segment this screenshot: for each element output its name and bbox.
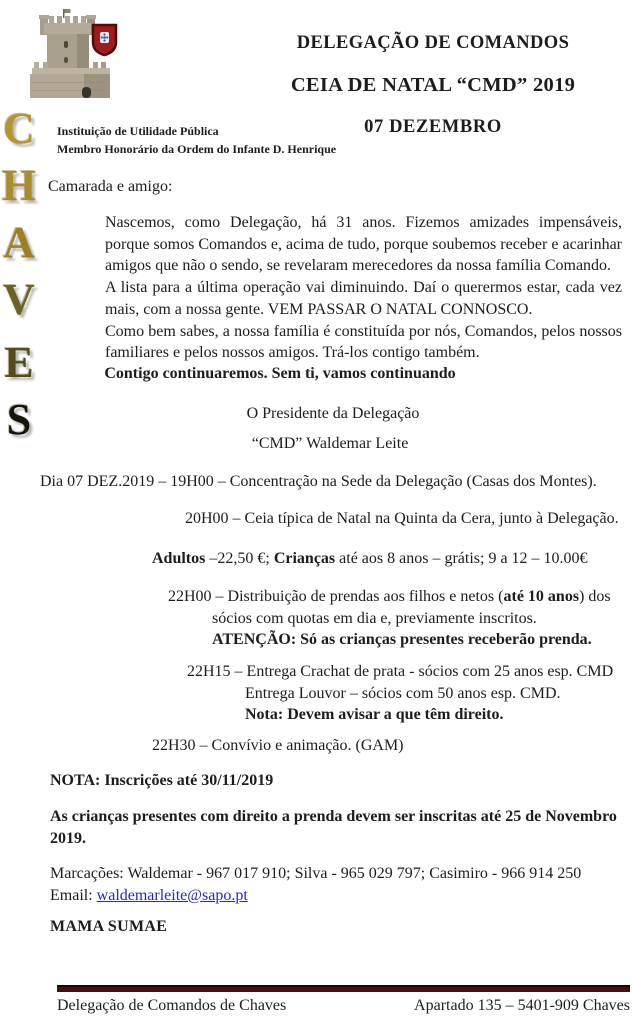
gifts-line1-bold: até 10 anos: [503, 588, 580, 605]
children-deadline-note: As crianças presentes com direito a prenda devem ser inscritas até 25 de Novembro 2019.: [50, 808, 617, 847]
schedule-pricing: [152, 548, 588, 570]
letter-s: S: [6, 394, 32, 444]
letter-a: A: [3, 217, 35, 267]
chaves-vertical-wordmark: [0, 100, 38, 448]
schedule-awards: [187, 661, 613, 726]
adults-label: Adultos: [152, 550, 206, 567]
event-title: CEIA DE NATAL “CMD” 2019: [290, 74, 576, 96]
signature-name: “CMD” Waldemar Leite: [251, 435, 409, 452]
salutation: Camarada e amigo:: [48, 178, 173, 195]
adults-price: –22,50 €;: [205, 550, 274, 567]
registration-note: NOTA: Inscrições até 30/11/2019: [50, 772, 274, 789]
children-label: Crianças: [273, 550, 336, 567]
castle-keep-icon: [26, 8, 122, 108]
event-date: 07 DEZEMBRO: [364, 117, 502, 137]
email-label: Email:: [50, 887, 97, 904]
schedule-concentration: Dia 07 DEZ.2019 – 19H00 – Concentração na Sede da Delegação (Casas dos Montes).: [40, 473, 597, 490]
schedule-dinner: 20H00 – Ceia típica de Natal na Quinta da Cera, junto à Delegação.: [185, 510, 619, 527]
letter-e: E: [4, 337, 34, 387]
slogan: Contigo continuaremos. Sem ti, vamos continuando: [104, 365, 456, 382]
gifts-line3: ATENÇÃO: Só as crianças presentes receberão prenda.: [212, 631, 592, 649]
gifts-line1-pre: 22H00 – Distribuição de prendas aos filhos e netos (: [168, 588, 504, 605]
footer-divider: [57, 985, 630, 992]
awards-line3: Nota: Devem avisar a que têm direito.: [245, 706, 504, 724]
awards-line2: Entrega Louvor – sócios com 50 anos esp. CMD.: [245, 684, 561, 702]
chaves-castle-logo: [26, 8, 122, 108]
gifts-line1-post: ) dos: [579, 588, 611, 605]
children-price: até aos 8 anos – grátis; 9 a 12 – 10.00€: [335, 550, 588, 567]
gifts-line1: [168, 586, 611, 608]
paragraph-2: A lista para a última operação vai diminuindo. Daí o querermos estar, cada vez mais, com a nossa gente. VEM PASSAR O NATAL CONNOSCO.: [105, 279, 622, 318]
paragraph-3: Como bem sabes, a nossa família é constituída por nós, Comandos, pelos nossos familiares e pelos nossos amigos. Trá-los contigo também.: [105, 322, 622, 362]
signature-role: O Presidente da Delegação: [246, 405, 420, 422]
schedule-gifts: [168, 586, 611, 651]
org-title: DELEGAÇÃO DE COMANDOS: [296, 33, 570, 53]
footer-org-name: Delegação de Comandos de Chaves: [57, 997, 287, 1014]
schedule-party: 22H30 – Convívio e animação. (GAM): [152, 737, 404, 754]
motto: MAMA SUMAE: [50, 918, 168, 935]
letter-v: V: [3, 274, 35, 324]
bookings-contacts: Marcações: Waldemar - 967 017 910; Silva - 965 029 797; Casimiro - 966 914 250: [50, 865, 582, 882]
letter-h: H: [1, 160, 37, 210]
paragraph-1: Nascemos, como Delegação, há 31 anos. Fizemos amizades impensáveis, porque somos Comandos e, acima de tudo, porque soubemos receber e acarinhar amigos que não o sendo, se revelaram merecedores da nossa família Comando.: [105, 214, 622, 275]
letter-c: C: [3, 103, 35, 153]
institution-credentials: [57, 122, 387, 158]
email-link[interactable]: waldemarleite@sapo.pt: [96, 887, 248, 904]
institution-line1: Instituição de Utilidade Pública: [57, 124, 219, 138]
gifts-line2: sócios com quotas em dia e, previamente inscritos.: [212, 609, 537, 627]
letter-paragraphs: [105, 212, 622, 364]
footer-address: Apartado 135 – 5401-909 Chaves: [414, 997, 630, 1014]
portugal-shield-icon: [93, 25, 116, 55]
institution-line2: Membro Honorário da Ordem do Infante D. Henrique: [57, 142, 337, 156]
awards-line1: 22H15 – Entrega Crachat de prata - sócios com 25 anos esp. CMD: [187, 663, 614, 680]
email-line: [50, 885, 248, 907]
